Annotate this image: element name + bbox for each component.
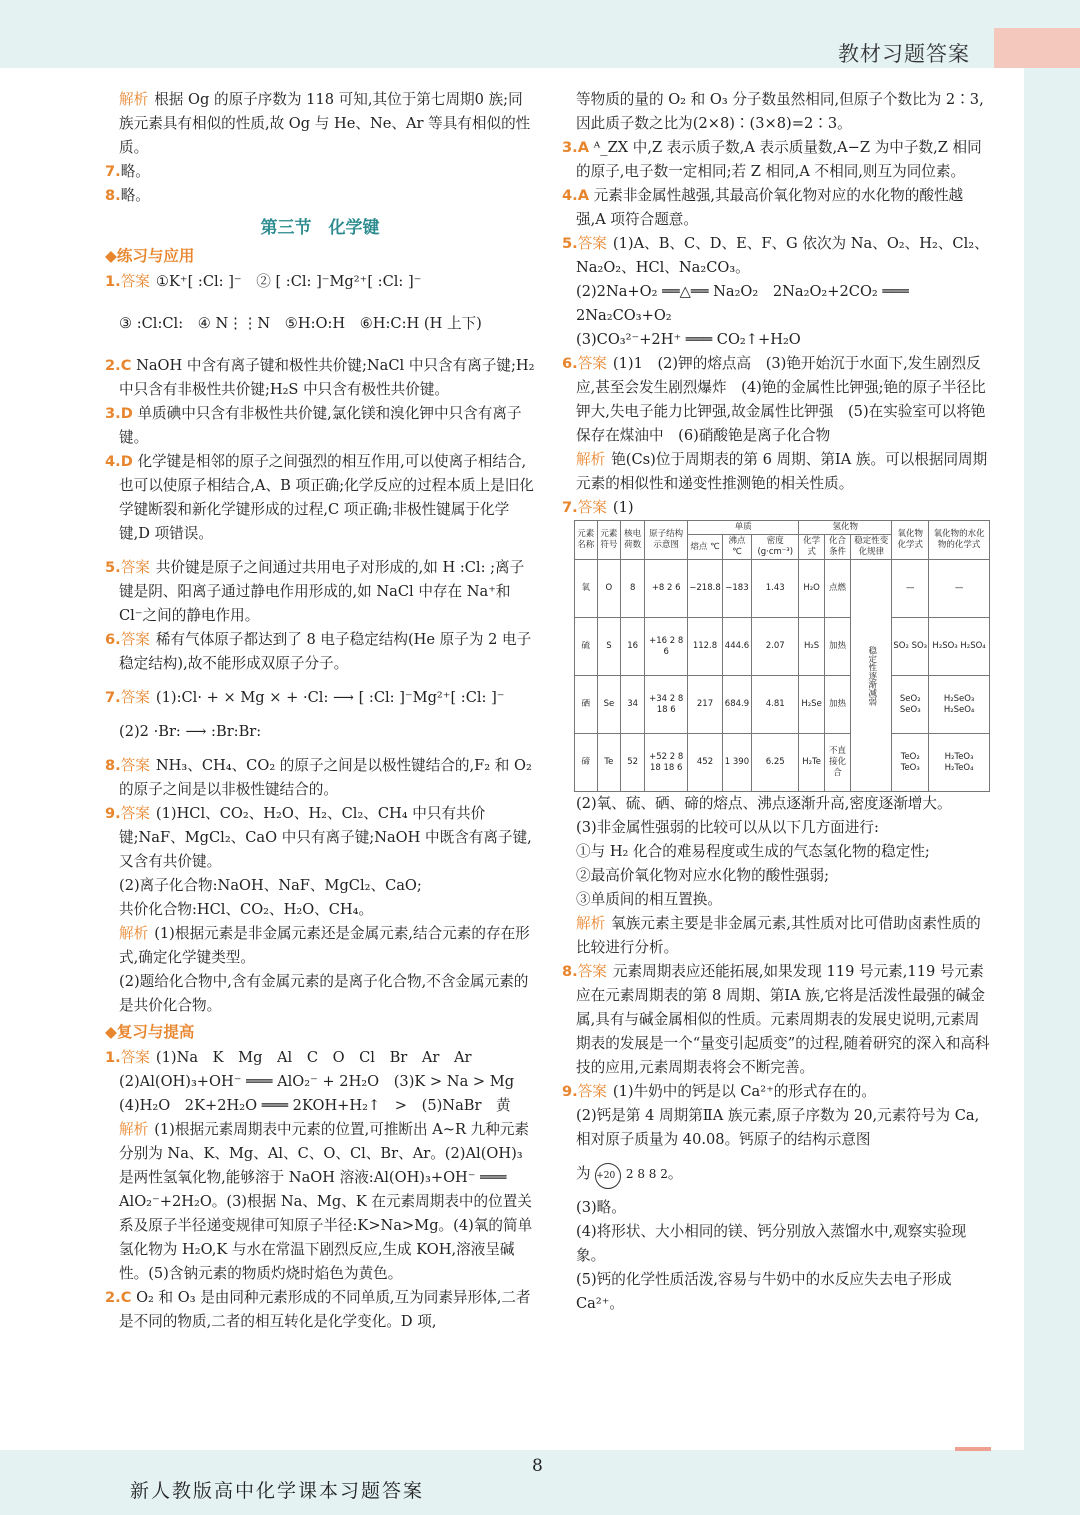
bond-q1-formulas: ③ :Cl:Cl: ④ N⋮⋮N ⑤H:O:H ⑥H:C:H (H 上下)	[119, 315, 482, 332]
review-q7: 7.答案 (1)	[562, 499, 634, 516]
review-q9-part2: (2)钙是第 4 周期第ⅡA 族元素,原子序数为 20,元素符号为 Ca,相对原子质量为 40.08。钙原子的结构示意图	[576, 1107, 980, 1148]
review-q8: 8.答案 元素周期表应还能拓展,如果发现 119 号元素,119 号元素应在元素周期表的第 8 周期、第ⅠA 族,它将是活泼性最强的碱金属,具有与碱金属相似的性质。元素周期表的发展史说明,元素周期表的发展是一个“量变引起质变”的过程,随着研究的深入和高科技的应用,元素周期表将会不断完善。	[562, 963, 990, 1076]
atom-structure: +16 2 8 6	[645, 618, 688, 676]
review-q7-point3: ③单质间的相互置换。	[576, 891, 722, 908]
review-q5-part3: (3)CO₃²⁻+2H⁺ ═══ CO₂↑+H₂O	[576, 331, 801, 348]
q7-answer: 7.略。	[105, 163, 150, 180]
review-q9-part3: (3)略。	[576, 1199, 626, 1216]
review-q7-part3: (3)非金属性强弱的比较可以从以下几方面进行:	[576, 819, 879, 836]
q8-answer: 8.略。	[105, 187, 150, 204]
oxygen-family-table	[574, 520, 990, 792]
atom-structure: +34 2 8 18 6	[645, 676, 688, 734]
calcium-atom-diagram: +20 2 8 8 2	[595, 1152, 668, 1196]
table-row: 氧 O 8 +8 2 6 −218.8 −183 1.43 H₂O 点燃 稳定性逐渐减弱 — —	[575, 560, 990, 618]
bond-q2: 2.C NaOH 中含有离子键和极性共价键;NaCl 中只含有离子键;H₂ 中只含有非极性共价键;H₂S 中只含有极性共价键。	[105, 357, 535, 398]
review-q5-part2: (2)2Na+O₂ ══△══ Na₂O₂ 2Na₂O₂+2CO₂ ═══ 2Na₂CO₃+O₂	[576, 283, 909, 324]
right-column	[562, 88, 990, 1316]
th-hydrate: 氧化物的水化物的化学式	[929, 521, 990, 560]
footer-accent	[955, 1447, 991, 1451]
side-band	[1024, 68, 1080, 1450]
th-struct: 原子结构示意图	[645, 521, 688, 560]
th-group-single: 单质	[688, 521, 799, 535]
th-mp: 熔点 ℃	[688, 535, 722, 560]
table-row: 硒 Se 34 +34 2 8 18 6 217 684.9 4.81 H₂Se 加热 SeO₂ SeO₃ H₂SeO₃ H₂SeO₄	[575, 676, 990, 734]
review-q4: 4.A 元素非金属性越强,其最高价氧化物对应的水化物的酸性越强,A 项符合题意。	[562, 187, 964, 228]
bond-q1: 1.答案 ①K⁺[ :Cl: ]⁻ ② [ :Cl: ]⁻Mg²⁺[ :Cl: ]⁻	[105, 273, 422, 290]
review-q7-analysis: 解析 氧族元素主要是非金属元素,其性质对比可借助卤素性质的比较进行分析。	[576, 915, 981, 956]
bond-q9-part2: (2)离子化合物:NaOH、NaF、MgCl₂、CaO;	[119, 877, 422, 894]
review-q1-c: (4)H₂O 2K+2H₂O ═══ 2KOH+H₂↑ > (5)NaBr 黄	[119, 1097, 511, 1114]
review-q1-b: (2)Al(OH)₃+OH⁻ ═══ AlO₂⁻ + 2H₂O (3)K > Na > Mg	[119, 1073, 515, 1090]
bond-q7-part2: (2)2 ·Br: ⟶ :Br:Br:	[119, 723, 262, 740]
bond-q5: 5.答案 共价键是原子之间通过共用电子对形成的,如 H :Cl: ;离子键是阴、阳离子通过静电作用形成的,如 NaCl 中存在 Na⁺和 Cl⁻之间的静电作用。	[105, 559, 525, 624]
header-title: 教材习题答案	[838, 42, 970, 66]
bond-q9: 9.答案 (1)HCl、CO₂、H₂O、H₂、Cl₂、CH₄ 中只有共价键;NaF、MgCl₂、CaO 中只有离子键;NaOH 中既含有离子键,又含有共价键。	[105, 805, 532, 870]
review-q6: 6.答案 (1)1 (2)钾的熔点高 (3)铯开始沉于水面下,发生剧烈反应,甚至会发生剧烈爆炸 (4)铯的金属性比钾强;铯的原子半径比钾大,失电子能力比钾强,故金属性比钾强 (5)在实验室可以将铯保存在煤油中 (6)硝酸铯是离子化合物	[562, 355, 986, 444]
table-row: 碲 Te 52 +52 2 8 18 18 6 452 1 390 6.25 H₂Te 不直接化合 TeO₂ TeO₃ H₂TeO₃ H₂TeO₄	[575, 734, 990, 792]
header-corner-accent	[994, 28, 1080, 70]
page-number: 8	[532, 1456, 543, 1476]
atom-structure: +8 2 6	[645, 560, 688, 618]
review-q1-analysis: 解析 (1)根据元素周期表中元素的位置,可推断出 A~R 九种元素分别为 Na、K、Mg、Al、C、O、Cl、Br、Ar。(2)Al(OH)₃是两性氢氧化物,能够溶于 NaOH 溶液:Al(OH)₃+OH⁻ ═══ AlO₂⁻+2H₂O。(3)根据 Na、Mg、K 在元素周期表中的位置关系及原子半径递变规律可知原子半径:K>Na>Mg。(4)氧的简单氢化物为 H₂O,K 与水在常温下剧烈反应,生成 KOH,溶液呈碱性。(5)含钠元素的物质灼烧时焰色为黄色。	[119, 1121, 533, 1282]
section-title: 第三节 化学键	[260, 218, 380, 238]
calcium-structure: 为 +20 2 8 8 2。	[562, 1152, 990, 1196]
bond-q7: 7.答案 (1):Cl· + × Mg × + ·Cl: ⟶ [ :Cl: ]⁻Mg²⁺[ :Cl: ]⁻	[105, 689, 505, 706]
atom-structure: +52 2 8 18 18 6	[645, 734, 688, 792]
th-cond: 化合条件	[824, 535, 850, 560]
th-stab: 稳定性变化规律	[851, 535, 892, 560]
review-q9-part4: (4)将形状、大小相同的镁、钙分别放入蒸馏水中,观察实验现象。	[576, 1223, 967, 1264]
review-q7-point2: ②最高价氧化物对应水化物的酸性强弱;	[576, 867, 830, 884]
review-q1: 1.答案 (1)Na K Mg Al C O Cl Br Ar Ar	[105, 1049, 472, 1066]
table-row: 硫 S 16 +16 2 8 6 112.8 444.6 2.07 H₂S 加热 SO₂ SO₃ H₂SO₃ H₂SO₄	[575, 618, 990, 676]
th-charge: 核电荷数	[621, 521, 645, 560]
th-name: 元素名称	[575, 521, 598, 560]
subheading-practice: ◆练习与应用	[105, 247, 195, 265]
th-formula: 化学式	[799, 535, 825, 560]
review-q7-point1: ①与 H₂ 化合的难易程度或生成的气态氢化物的稳定性;	[576, 843, 930, 860]
review-q2: 2.C O₂ 和 O₃ 是由同种元素形成的不同单质,互为同素异形体,二者是不同的物质,二者的相互转化是化学变化。D 项,	[105, 1289, 531, 1330]
review-q7-part2: (2)氧、硫、硒、碲的熔点、沸点逐渐升高,密度逐渐增大。	[576, 795, 952, 812]
th-density: 密度 (g·cm⁻³)	[752, 535, 799, 560]
bond-q9-analysis2: (2)题给化合物中,含有金属元素的是离子化合物,不含金属元素的是共价化合物。	[119, 973, 529, 1014]
bond-q9-analysis: 解析 (1)根据元素是非金属元素还是金属元素,结合元素的存在形式,确定化学键类型。	[119, 925, 530, 966]
th-oxide: 氧化物化学式	[892, 521, 929, 560]
review-q9: 9.答案 (1)牛奶中的钙是以 Ca²⁺的形式存在的。	[562, 1083, 876, 1100]
review-q6-analysis: 解析 铯(Cs)位于周期表的第 6 周期、第ⅠA 族。可以根据同周期元素的相似性和递变性推测铯的相关性质。	[576, 451, 988, 492]
left-column	[105, 88, 535, 1334]
footer-title: 新人教版高中化学课本习题答案	[130, 1480, 425, 1502]
review-q5: 5.答案 (1)A、B、C、D、E、F、G 依次为 Na、O₂、H₂、Cl₂、Na₂O₂、HCl、Na₂CO₃。	[562, 235, 989, 276]
bond-q9-part3: 共价化合物:HCl、CO₂、H₂O、CH₄。	[119, 901, 374, 918]
bond-q4: 4.D 化学键是相邻的原子之间强烈的相互作用,可以使离子相结合,也可以使原子相结合,A、B 项正确;化学反应的过程本质上是旧化学键断裂和新化学键形成的过程,C 项正确;非极性键属于化学键,D 项错误。	[105, 453, 534, 542]
analysis-og: 解析 根据 Og 的原子序数为 118 可知,其位于第七周期0 族;同族元素具有相似的性质,故 Og 与 He、Ne、Ar 等具有相似的性质。	[119, 91, 531, 156]
th-symbol: 元素符号	[597, 521, 621, 560]
review-q2-cont: 等物质的量的 O₂ 和 O₃ 分子数虽然相同,但原子个数比为 2∶3,因此质子数之比为(2×8)∶(3×8)=2∶3。	[576, 91, 984, 132]
bond-q6: 6.答案 稀有气体原子都达到了 8 电子稳定结构(He 原子为 2 电子稳定结构),故不能形成双原子分子。	[105, 631, 532, 672]
bond-q8: 8.答案 NH₃、CH₄、CO₂ 的原子之间是以极性键结合的,F₂ 和 O₂ 的原子之间是以非极性键结合的。	[105, 757, 532, 798]
review-q9-part5: (5)钙的化学性质活泼,容易与牛奶中的水反应失去电子形成 Ca²⁺。	[576, 1271, 952, 1312]
subheading-review: ◆复习与提高	[105, 1023, 195, 1041]
th-group-hydride: 氢化物	[799, 521, 892, 535]
th-bp: 沸点 ℃	[722, 535, 751, 560]
review-q3: 3.A ᴬ_ZX 中,Z 表示质子数,A 表示质量数,A−Z 为中子数,Z 相同的原子,电子数一定相同;若 Z 相同,A 不相同,则互为同位素。	[562, 139, 982, 180]
bond-q3: 3.D 单质碘中只含有非极性共价键,氯化镁和溴化钾中只含有离子键。	[105, 405, 522, 446]
stability-trend: 稳定性逐渐减弱	[851, 560, 892, 792]
